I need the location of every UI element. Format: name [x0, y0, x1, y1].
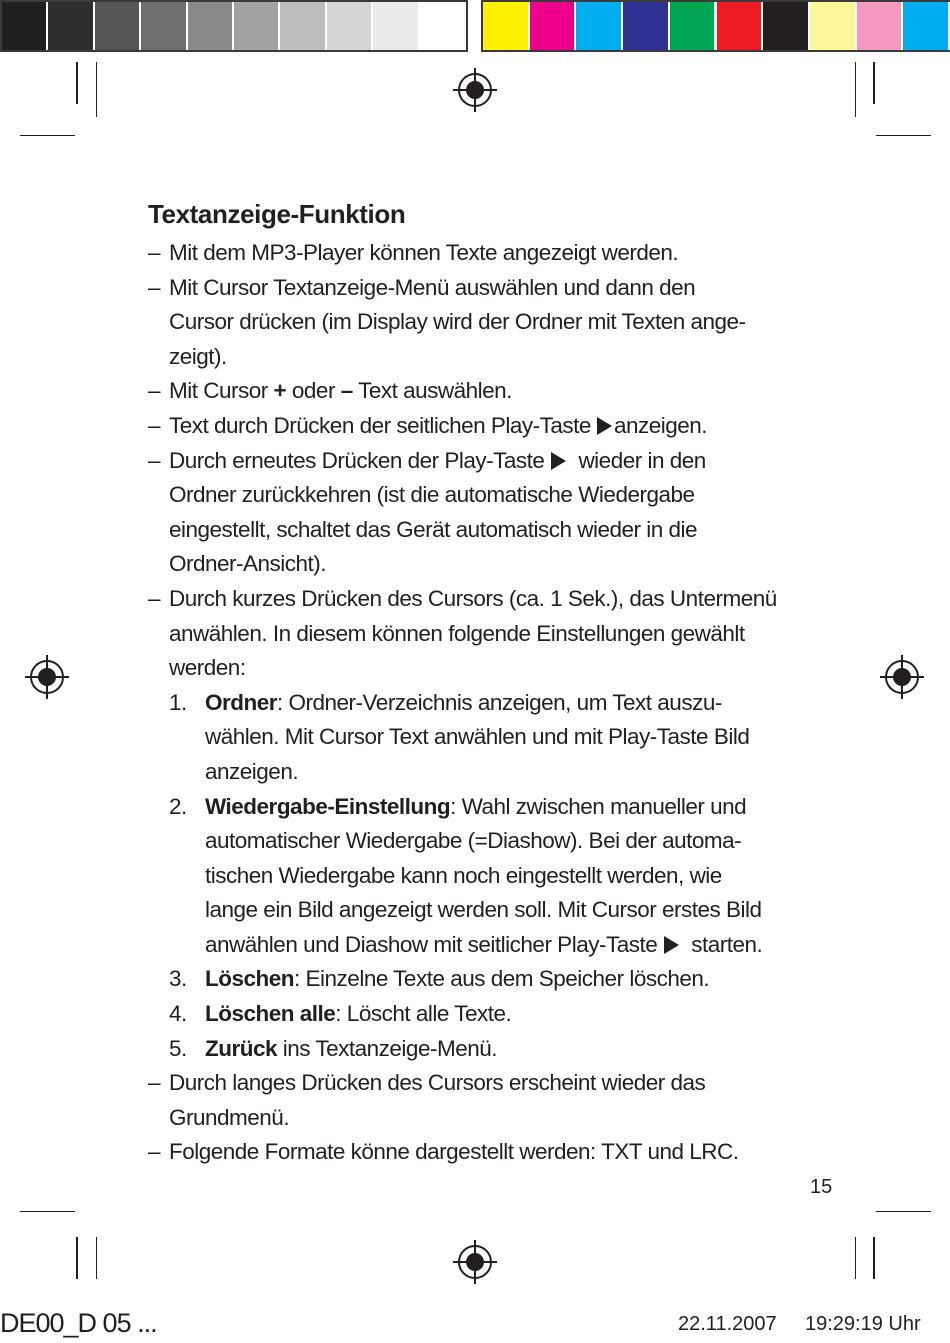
list-item — [148, 1066, 828, 1135]
item-line — [205, 962, 828, 997]
list-item — [148, 236, 828, 271]
dash-bullet: – — [148, 412, 161, 438]
list-item — [148, 444, 828, 582]
play-triangle-icon — [664, 936, 679, 954]
gray-swatch — [141, 2, 185, 50]
dash-bullet: – — [148, 585, 161, 611]
submenu-item — [148, 962, 828, 997]
item-text: : Wahl zwischen manueller und — [450, 793, 747, 819]
item-line: Ordner zurückkehren (ist die automatische Wiedergabe — [169, 482, 695, 508]
crop-mark — [876, 1211, 931, 1212]
page-number: 15 — [810, 1176, 833, 1198]
submenu-term: Zurück — [205, 1035, 278, 1061]
crop-mark — [855, 1237, 856, 1279]
item-text: oder — [286, 378, 341, 404]
submenu-number: 5. — [169, 1035, 187, 1061]
item-line — [169, 409, 828, 444]
play-triangle-icon — [597, 417, 612, 435]
item-line — [169, 374, 828, 409]
crop-mark — [76, 62, 78, 104]
item-line: Mit dem MP3-Player können Texte angezeigt werden. — [169, 240, 679, 265]
gray-swatch — [95, 2, 139, 50]
color-swatch — [717, 2, 762, 50]
item-line — [205, 686, 828, 721]
gray-swatch — [373, 2, 417, 50]
item-text: anwählen und Diashow mit seitlicher Play-Taste — [205, 931, 658, 957]
item-text: starten. — [691, 931, 763, 957]
item-line: zeigt). — [169, 343, 227, 369]
crop-mark — [873, 62, 875, 104]
submenu-term: Wiedergabe-Einstellung — [205, 793, 451, 819]
list-item — [148, 409, 828, 444]
item-line: Cursor drücken (im Display wird der Ordner mit Texten ange- — [169, 309, 746, 335]
list-item — [148, 582, 828, 686]
crop-mark — [76, 1237, 78, 1279]
play-triangle-icon — [551, 452, 566, 470]
color-swatch — [763, 2, 808, 50]
item-line — [205, 928, 828, 963]
gray-swatch — [280, 2, 324, 50]
gray-swatch — [188, 2, 232, 50]
item-line: automatischer Wiedergabe (=Diashow). Bei der automa- — [205, 828, 742, 854]
print-time: 19:29:19 Uhr — [805, 1313, 921, 1335]
item-line: anwählen. In diesem können folgende Einstellungen gewählt — [169, 620, 745, 646]
dash-bullet: – — [148, 274, 161, 300]
color-swatch — [483, 2, 528, 50]
gray-swatch — [234, 2, 278, 50]
item-line — [205, 1032, 828, 1067]
dash-bullet: – — [148, 1139, 161, 1165]
print-date: 22.11.2007 — [678, 1313, 777, 1335]
item-line: lange ein Bild angezeigt werden soll. Mit Cursor erstes Bild — [205, 897, 762, 923]
submenu-item — [148, 1032, 828, 1067]
dash-bullet: – — [148, 447, 161, 473]
registration-mark-icon — [25, 655, 69, 699]
crop-mark — [873, 1237, 875, 1279]
item-line: eingestellt, schaltet das Gerät automatisch wieder in die — [169, 516, 698, 542]
color-swatch — [903, 2, 948, 50]
submenu-term: Ordner — [205, 689, 278, 715]
submenu-term: Löschen alle — [205, 1001, 336, 1027]
crop-mark — [876, 135, 931, 136]
color-swatch — [810, 2, 855, 50]
section-heading: Textanzeige-Funktion — [148, 199, 406, 229]
gray-swatch — [2, 2, 46, 50]
dash-bullet: – — [148, 240, 161, 265]
list-item — [148, 374, 828, 409]
color-swatch — [623, 2, 668, 50]
gray-swatch — [327, 2, 371, 50]
item-line: tischen Wiedergabe kann noch eingestellt werden, wie — [205, 862, 722, 888]
gray-swatch — [48, 2, 92, 50]
item-text: Text durch Drücken der seitlichen Play-Taste — [169, 412, 591, 438]
item-text: : Löscht alle Texte. — [335, 1001, 512, 1027]
item-line: Durch langes Drücken des Cursors erscheint wieder das — [169, 1070, 706, 1096]
crop-mark — [20, 135, 75, 136]
registration-mark-icon — [880, 655, 924, 699]
submenu-number: 1. — [169, 689, 187, 715]
item-text: : Ordner-Verzeichnis anzeigen, um Text auszu- — [277, 689, 722, 715]
item-line: anzeigen. — [205, 758, 299, 784]
submenu-number: 2. — [169, 793, 187, 819]
color-calibration-bar — [0, 0, 950, 52]
item-text: : Einzelne Texte aus dem Speicher löschen. — [294, 966, 710, 992]
submenu-item — [148, 997, 828, 1032]
crop-mark — [96, 1237, 97, 1279]
document-body — [148, 192, 828, 1170]
item-line: Grundmenü. — [169, 1104, 290, 1130]
submenu-number: 4. — [169, 1001, 187, 1027]
registration-mark-icon — [453, 68, 497, 112]
item-line: werden: — [169, 655, 246, 681]
item-text: wieder in den — [578, 447, 706, 473]
crop-mark — [20, 1211, 75, 1212]
item-line: Durch kurzes Drücken des Cursors (ca. 1 Sek.), das Untermenü — [169, 585, 777, 611]
minus-symbol: – — [340, 378, 353, 404]
item-line: Ordner-Ansicht). — [169, 551, 327, 577]
crop-mark — [96, 62, 97, 117]
item-line — [169, 444, 828, 479]
plus-symbol: + — [273, 378, 287, 404]
list-item — [148, 1135, 828, 1170]
color-swatch — [670, 2, 715, 50]
submenu-item — [148, 686, 828, 790]
registration-mark-icon — [453, 1240, 497, 1284]
crop-mark — [855, 62, 856, 117]
item-text: Durch erneutes Drücken der Play-Taste — [169, 447, 545, 473]
submenu-number: 3. — [169, 966, 187, 992]
color-swatch — [530, 2, 575, 50]
item-line — [205, 790, 828, 825]
submenu-item — [148, 790, 828, 963]
item-text: ins Textanzeige-Menü. — [277, 1035, 497, 1061]
gray-swatch — [420, 2, 464, 50]
submenu-term: Löschen — [205, 966, 295, 992]
item-text: Mit Cursor — [169, 378, 274, 404]
item-text: Text auswählen. — [352, 378, 512, 404]
list-item — [148, 271, 828, 375]
print-slug-code: DE00_D 05 ... — [0, 1308, 157, 1338]
item-line: Mit Cursor Textanzeige-Menü auswählen und dann den — [169, 274, 696, 300]
color-swatch — [857, 2, 902, 50]
dash-bullet: – — [148, 1070, 161, 1096]
dash-bullet: – — [148, 378, 161, 404]
item-line: wählen. Mit Cursor Text anwählen und mit Play-Taste Bild — [205, 724, 750, 750]
item-line: Folgende Formate könne dargestellt werden: TXT und LRC. — [169, 1139, 739, 1165]
color-swatch — [576, 2, 621, 50]
item-text: anzeigen. — [613, 412, 708, 438]
item-line — [205, 997, 828, 1032]
